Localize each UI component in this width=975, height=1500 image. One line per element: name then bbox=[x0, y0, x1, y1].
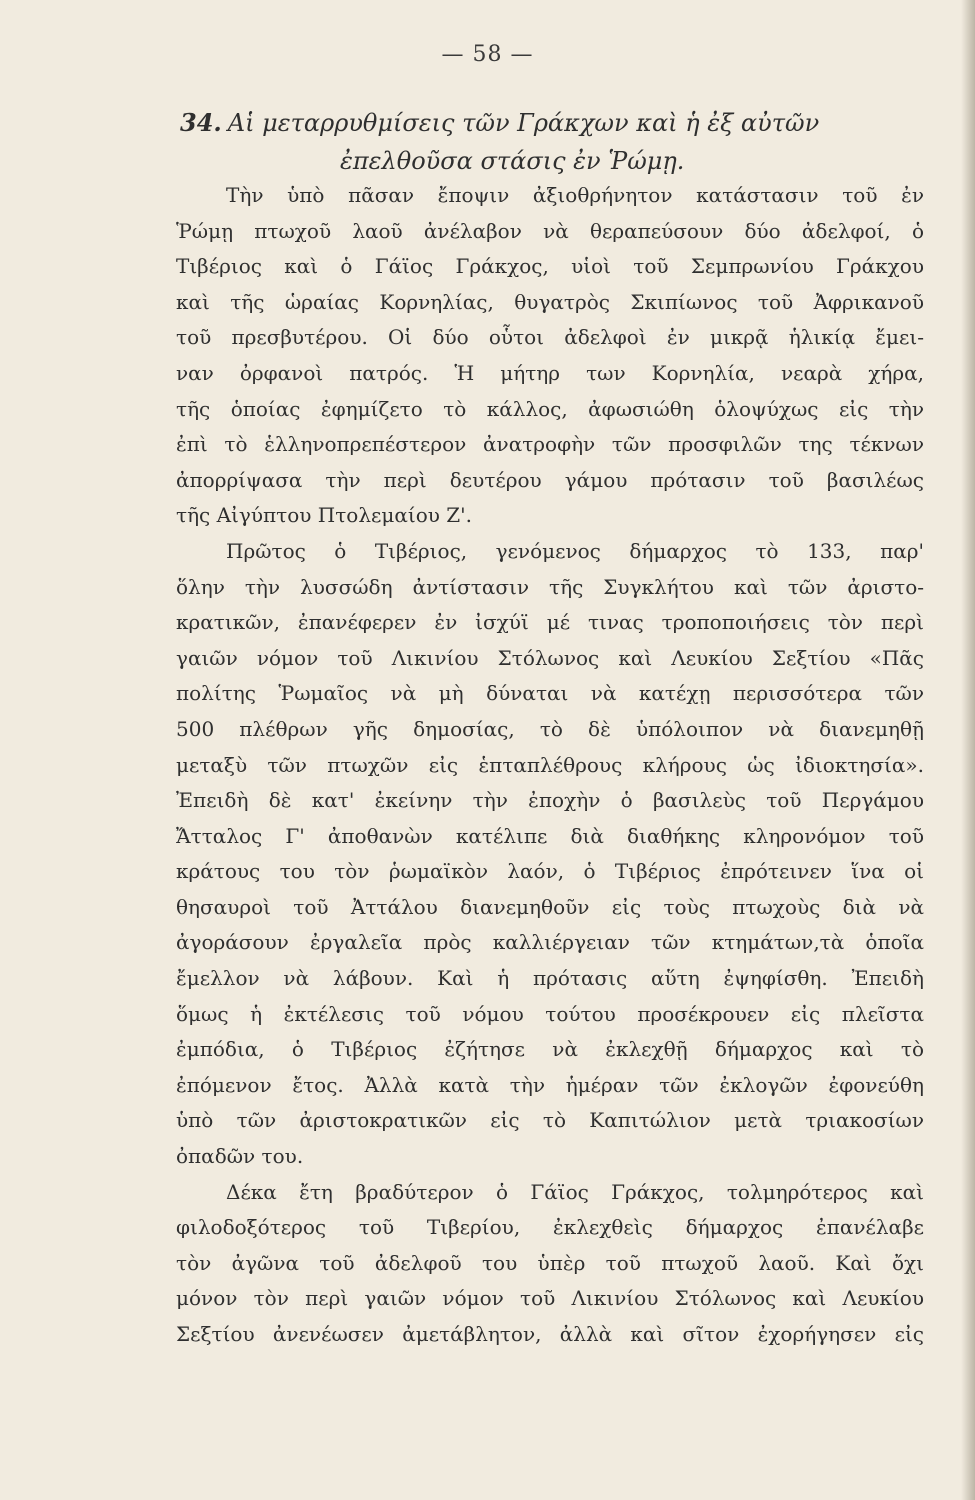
text-line: ὑπὸ τῶν ἀριστοκρατικῶν εἰς τὸ Καπιτώλιον μετὰ τριακοσίων bbox=[176, 1108, 924, 1133]
text-line: 500 πλέθρων γῆς δημοσίας, τὸ δὲ ὑπόλοιπον νὰ διανεμηθῇ bbox=[176, 716, 924, 741]
body-text bbox=[176, 178, 924, 1353]
text-line: μεταξὺ τῶν πτωχῶν εἰς ἑπταπλέθρους κλήρους ὡς ἰδιοκτησία». bbox=[176, 752, 924, 777]
text-line: ὅμως ἡ ἐκτέλεσις τοῦ νόμου τούτου προσέκρουεν εἰς πλεῖστα bbox=[176, 1001, 924, 1026]
text-line: καὶ τῆς ὡραίας Κορνηλίας, θυγατρὸς Σκιπίωνος τοῦ Ἀφρικανοῦ bbox=[176, 289, 924, 314]
text-line: ὀπαδῶν του. bbox=[176, 1144, 304, 1169]
text-line: φιλοδοξότερος τοῦ Τιβερίου, ἐκλεχθεὶς δήμαρχος ἐπανέλαβε bbox=[176, 1215, 924, 1240]
text-line: Πρῶτος ὁ Τιβέριος, γενόμενος δήμαρχος τὸ 133, παρ' bbox=[226, 538, 924, 563]
text-line: τὸν ἀγῶνα τοῦ ἀδελφοῦ του ὑπὲρ τοῦ πτωχοῦ λαοῦ. Καὶ ὄχι bbox=[176, 1250, 924, 1275]
text-line: ἐπόμενον ἔτος. Ἀλλὰ κατὰ τὴν ἡμέραν τῶν ἐκλογῶν ἐφονεύθη bbox=[176, 1072, 924, 1097]
section-title-line-2: ἐπελθοῦσα στάσις ἐν Ῥώμῃ. bbox=[340, 147, 685, 175]
text-line: θησαυροὶ τοῦ Ἀττάλου διανεμηθοῦν εἰς τοὺς πτωχοὺς διὰ νὰ bbox=[176, 894, 924, 919]
text-line: πολίτης Ῥωμαῖος νὰ μὴ δύναται νὰ κατέχῃ περισσότερα τῶν bbox=[176, 681, 924, 706]
page-number: — 58 — bbox=[441, 42, 534, 67]
text-line: Ἐπειδὴ δὲ κατ' ἐκείνην τὴν ἐποχὴν ὁ βασιλεὺς τοῦ Περγάμου bbox=[176, 788, 924, 813]
text-line: ἐπὶ τὸ ἑλληνοπρεπέστερον ἀνατροφὴν τῶν προσφιλῶν της τέκνων bbox=[176, 432, 924, 457]
text-line: ἔμελλον νὰ λάβουν. Καὶ ἡ πρότασις αὕτη ἐψηφίσθη. Ἐπειδὴ bbox=[176, 966, 924, 991]
text-line: κράτους του τὸν ῥωμαϊκὸν λαόν, ὁ Τιβέριος ἐπρότεινεν ἵνα οἱ bbox=[176, 859, 924, 884]
text-line: ἀπορρίψασα τὴν περὶ δευτέρου γάμου πρότασιν τοῦ βασιλέως bbox=[176, 467, 924, 492]
text-line: Σεξτίου ἀνενέωσεν ἀμετάβλητον, ἀλλὰ καὶ σῖτον ἐχορήγησεν εἰς bbox=[176, 1322, 924, 1346]
text-line: κρατικῶν, ἐπανέφερεν ἐν ἰσχύϊ μέ τινας τροποποιήσεις τὸν περὶ bbox=[176, 610, 924, 635]
text-line: Τιβέριος καὶ ὁ Γάϊος Γράκχος, υἱοὶ τοῦ Σεμπρωνίου Γράκχου bbox=[176, 254, 924, 279]
text-line: γαιῶν νόμον τοῦ Λικινίου Στόλωνος καὶ Λευκίου Σεξτίου «Πᾶς bbox=[176, 645, 924, 670]
text-line: τῆς ὁποίας ἐφημίζετο τὸ κάλλος, ἀφωσιώθη ὁλοψύχως εἰς τὴν bbox=[176, 396, 924, 421]
section-title-line-1: Αἱ μεταρρυθμίσεις τῶν Γράκχων καὶ ἡ ἐξ αὐτῶν bbox=[227, 109, 820, 137]
text-line: τῆς Αἰγύπτου Πτολεμαίου Ζ'. bbox=[176, 503, 473, 528]
text-line: ὅλην τὴν λυσσώδη ἀντίστασιν τῆς Συγκλήτου καὶ τῶν ἀριστο- bbox=[176, 574, 924, 599]
section-number: 34. bbox=[180, 108, 222, 137]
text-line: Ἄτταλος Γ' ἀποθανὼν κατέλιπε διὰ διαθήκης κληρονόμον τοῦ bbox=[176, 823, 924, 848]
page-edge-shadow bbox=[961, 0, 975, 1500]
text-line: ναν ὀρφανοὶ πατρός. Ἡ μήτηρ των Κορνηλία, νεαρὰ χήρα, bbox=[176, 360, 924, 385]
text-line: Ῥώμῃ πτωχοῦ λαοῦ ἀνέλαβον νὰ θεραπεύσουν δύο ἀδελφοί, ὁ bbox=[176, 218, 924, 243]
text-line: Δέκα ἔτη βραδύτερον ὁ Γάϊος Γράκχος, τολμηρότερος καὶ bbox=[226, 1179, 924, 1204]
text-line: ἀγοράσουν ἐργαλεῖα πρὸς καλλιέργειαν τῶν κτημάτων,τὰ ὁποῖα bbox=[176, 930, 924, 955]
text-line: Τὴν ὑπὸ πᾶσαν ἔποψιν ἀξιοθρήνητον κατάστασιν τοῦ ἐν bbox=[226, 183, 924, 207]
section-heading bbox=[180, 104, 920, 180]
text-line: μόνον τὸν περὶ γαιῶν νόμον τοῦ Λικινίου Στόλωνος καὶ Λευκίου bbox=[176, 1286, 924, 1311]
text-line: τοῦ πρεσβυτέρου. Οἱ δύο οὗτοι ἀδελφοὶ ἐν μικρᾷ ἡλικίᾳ ἔμει- bbox=[176, 325, 924, 350]
text-line: ἐμπόδια, ὁ Τιβέριος ἐζήτησε νὰ ἐκλεχθῇ δήμαρχος καὶ τὸ bbox=[176, 1037, 924, 1062]
